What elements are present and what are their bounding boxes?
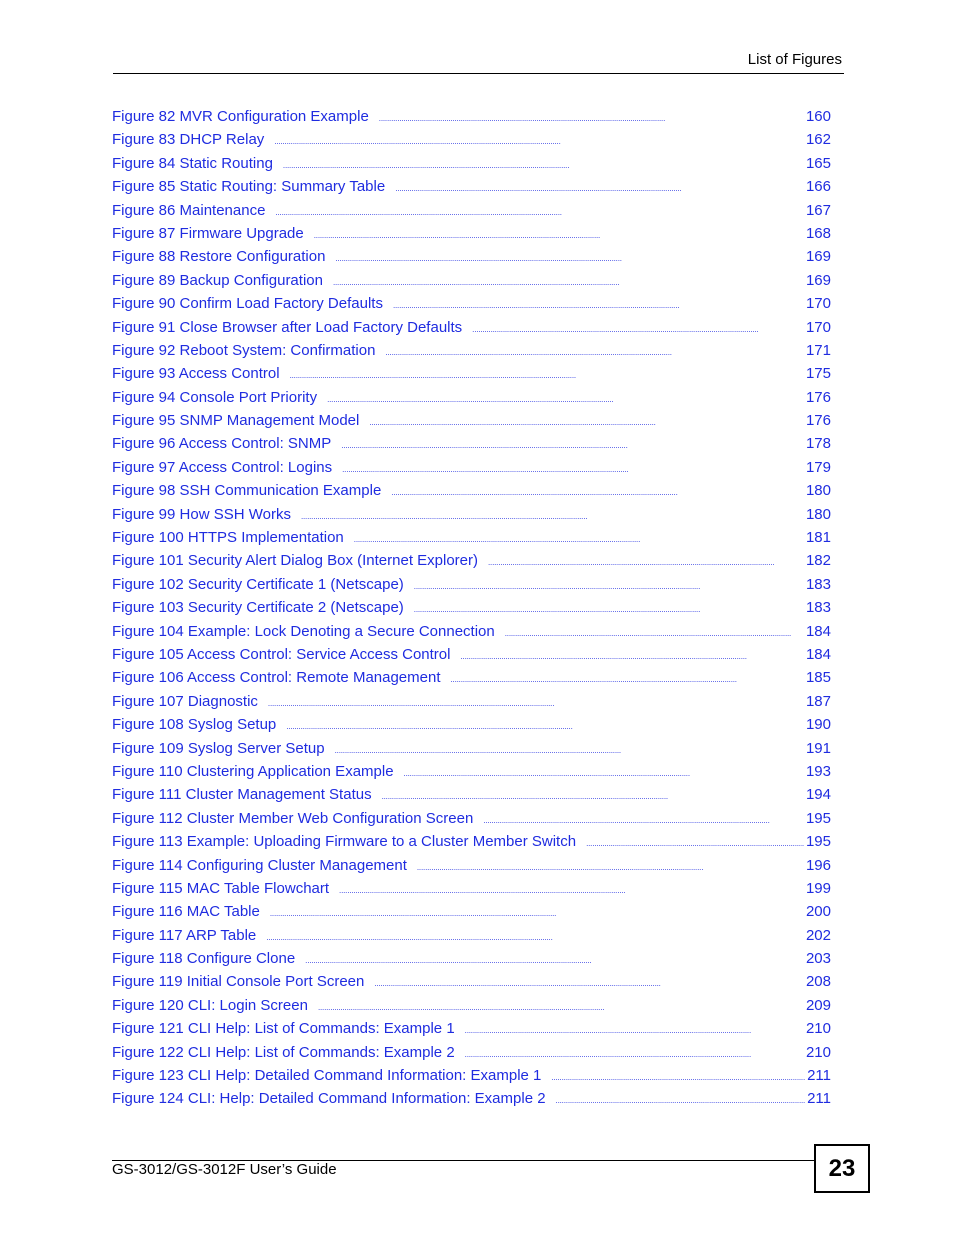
- toc-entry-page: 200: [805, 903, 831, 921]
- toc-entry-page: 182: [805, 552, 831, 570]
- toc-entry[interactable]: [112, 783, 831, 806]
- toc-entry-leader: [335, 737, 804, 762]
- toc-entry-leader: [395, 175, 804, 200]
- toc-entry-page: 181: [805, 529, 831, 547]
- toc-entry-page: 199: [805, 879, 831, 897]
- toc-entry-page: 180: [805, 482, 831, 500]
- toc-entry-page: 176: [805, 388, 831, 406]
- toc-entry-page: 193: [805, 762, 831, 780]
- toc-entry-page: 175: [805, 365, 831, 383]
- toc-entry[interactable]: [112, 549, 831, 572]
- toc-entry-page: 210: [805, 1043, 831, 1061]
- toc-entry-label: Figure 124 CLI: Help: Detailed Command Information: Example 2: [112, 1090, 546, 1108]
- toc-entry-page: 169: [805, 271, 831, 289]
- toc-entry-label: Figure 92 Reboot System: Confirmation: [112, 341, 376, 359]
- toc-entry-leader: [472, 316, 804, 341]
- toc-entry-leader: [275, 199, 804, 224]
- toc-entry-label: Figure 97 Access Control: Logins: [112, 458, 333, 476]
- toc-entry-label: Figure 88 Restore Configuration: [112, 248, 326, 266]
- toc-entry-label: Figure 93 Access Control: [112, 365, 280, 383]
- toc-entry-label: Figure 100 HTTPS Implementation: [112, 529, 344, 547]
- toc-entry-leader: [354, 526, 804, 551]
- toc-entry[interactable]: [112, 1017, 831, 1040]
- toc-entry-leader: [339, 877, 804, 902]
- toc-entry-leader: [266, 924, 804, 949]
- toc-entry[interactable]: [112, 854, 831, 877]
- toc-entry-label: Figure 84 Static Routing: [112, 154, 273, 172]
- toc-entry[interactable]: [112, 456, 831, 479]
- toc-entry-label: Figure 122 CLI Help: List of Commands: Example 2: [112, 1043, 455, 1061]
- toc-entry-page: 167: [805, 201, 831, 219]
- toc-entry-page: 208: [805, 973, 831, 991]
- toc-entry-page: 183: [805, 575, 831, 593]
- toc-entry-page: 195: [805, 809, 831, 827]
- toc-entry-label: Figure 115 MAC Table Flowchart: [112, 879, 330, 897]
- toc-entry-leader: [314, 222, 804, 247]
- toc-entry[interactable]: [112, 105, 831, 128]
- toc-entry-leader: [414, 573, 804, 598]
- toc-entry-leader: [318, 994, 804, 1019]
- toc-entry[interactable]: [112, 409, 831, 432]
- toc-entry-leader: [505, 620, 804, 645]
- toc-entry-page: 184: [805, 622, 831, 640]
- toc-entry[interactable]: [112, 503, 831, 526]
- toc-entry[interactable]: [112, 970, 831, 993]
- toc-entry-leader: [551, 1064, 805, 1089]
- toc-entry[interactable]: [112, 807, 831, 830]
- toc-entry[interactable]: [112, 643, 831, 666]
- toc-entry[interactable]: [112, 175, 831, 198]
- toc-entry-page: 185: [805, 669, 831, 687]
- toc-entry-page: 191: [805, 739, 831, 757]
- toc-entry[interactable]: [112, 877, 831, 900]
- toc-entry[interactable]: [112, 994, 831, 1017]
- toc-entry-label: Figure 120 CLI: Login Screen: [112, 996, 308, 1014]
- toc-entry-page: 170: [805, 318, 831, 336]
- toc-entry-page: 178: [805, 435, 831, 453]
- toc-entry-leader: [393, 292, 804, 317]
- toc-entry-label: Figure 99 How SSH Works: [112, 505, 291, 523]
- toc-entry-page: 168: [805, 224, 831, 242]
- toc-entry-leader: [379, 105, 804, 130]
- toc-entry-leader: [404, 760, 804, 785]
- toc-entry-leader: [301, 503, 804, 528]
- toc-entry-label: Figure 89 Backup Configuration: [112, 271, 323, 289]
- toc-entry[interactable]: [112, 1041, 831, 1064]
- toc-entry-label: Figure 82 MVR Configuration Example: [112, 108, 369, 125]
- toc-entry-label: Figure 116 MAC Table: [112, 903, 260, 921]
- toc-entry[interactable]: [112, 713, 831, 736]
- toc-entry-leader: [465, 1017, 804, 1042]
- toc-entry[interactable]: [112, 316, 831, 339]
- page-number: 23: [814, 1144, 870, 1193]
- toc-entry[interactable]: [112, 760, 831, 783]
- toc-entry[interactable]: [112, 1064, 831, 1087]
- toc-entry-leader: [305, 947, 804, 972]
- toc-entry-leader: [483, 807, 804, 832]
- toc-entry[interactable]: [112, 1087, 831, 1110]
- toc-entry-leader: [465, 1041, 804, 1066]
- toc-entry-leader: [414, 596, 804, 621]
- toc-entry[interactable]: [112, 128, 831, 151]
- footer-guide-title: GS-3012/GS-3012F User’s Guide: [112, 1161, 337, 1178]
- toc-entry-page: 170: [805, 295, 831, 313]
- toc-entry[interactable]: [112, 152, 831, 175]
- toc-entry-leader: [417, 854, 804, 879]
- toc-entry-leader: [333, 269, 804, 294]
- toc-entry-label: Figure 123 CLI Help: Detailed Command Information: Example 1: [112, 1067, 542, 1085]
- toc-entry-label: Figure 121 CLI Help: List of Commands: Example 1: [112, 1020, 455, 1038]
- toc-entry[interactable]: [112, 339, 831, 362]
- toc-entry-leader: [586, 830, 804, 855]
- toc-entry-label: Figure 119 Initial Console Port Screen: [112, 973, 365, 991]
- toc-entry-leader: [391, 479, 804, 504]
- toc-entry-label: Figure 96 Access Control: SNMP: [112, 435, 332, 453]
- toc-entry-page: 202: [805, 926, 831, 944]
- toc-entry-leader: [451, 666, 804, 691]
- toc-entry-label: Figure 91 Close Browser after Load Factory Defaults: [112, 318, 463, 336]
- toc-entry-leader: [268, 690, 804, 715]
- list-of-figures: [112, 105, 831, 1111]
- toc-entry-label: Figure 90 Confirm Load Factory Defaults: [112, 295, 383, 313]
- toc-entry-page: 180: [805, 505, 831, 523]
- toc-entry[interactable]: [112, 830, 831, 853]
- toc-entry-label: Figure 102 Security Certificate 1 (Netscape): [112, 575, 404, 593]
- toc-entry[interactable]: [112, 737, 831, 760]
- toc-entry-page: 194: [805, 786, 831, 804]
- toc-entry-label: Figure 104 Example: Lock Denoting a Secure Connection: [112, 622, 495, 640]
- toc-entry-page: 176: [805, 412, 831, 430]
- toc-entry-page: 169: [805, 248, 831, 266]
- toc-entry-leader: [374, 970, 804, 995]
- toc-entry-page: 184: [805, 645, 831, 663]
- toc-entry-page: 210: [805, 1020, 831, 1038]
- toc-entry-label: Figure 95 SNMP Management Model: [112, 412, 360, 430]
- toc-entry[interactable]: [112, 526, 831, 549]
- toc-entry-leader: [283, 152, 804, 177]
- header-title: List of Figures: [747, 51, 842, 68]
- toc-entry[interactable]: [112, 432, 831, 455]
- toc-entry[interactable]: [112, 690, 831, 713]
- toc-entry[interactable]: [112, 596, 831, 619]
- toc-entry[interactable]: [112, 199, 831, 222]
- toc-entry-label: Figure 86 Maintenance: [112, 201, 266, 219]
- toc-entry-page: 183: [805, 599, 831, 617]
- toc-entry-leader: [327, 386, 804, 411]
- toc-entry-label: Figure 98 SSH Communication Example: [112, 482, 382, 500]
- toc-entry-label: Figure 103 Security Certificate 2 (Netscape): [112, 599, 404, 617]
- toc-entry-label: Figure 113 Example: Uploading Firmware to a Cluster Member Switch: [112, 833, 577, 851]
- toc-entry-label: Figure 83 DHCP Relay: [112, 131, 265, 149]
- toc-entry-label: Figure 114 Configuring Cluster Management: [112, 856, 407, 874]
- toc-entry-label: Figure 94 Console Port Priority: [112, 388, 318, 406]
- toc-entry[interactable]: [112, 222, 831, 245]
- toc-entry-leader: [290, 362, 804, 387]
- toc-entry-page: 209: [805, 996, 831, 1014]
- toc-entry-leader: [369, 409, 804, 434]
- toc-entry[interactable]: [112, 386, 831, 409]
- toc-entry[interactable]: [112, 666, 831, 689]
- toc-entry-label: Figure 110 Clustering Application Example: [112, 762, 394, 780]
- toc-entry-leader: [342, 456, 804, 481]
- toc-entry-page: 211: [807, 1067, 831, 1085]
- toc-entry-label: Figure 101 Security Alert Dialog Box (Internet Explorer): [112, 552, 478, 570]
- toc-entry[interactable]: [112, 362, 831, 385]
- toc-entry-page: 166: [805, 178, 831, 196]
- toc-entry-page: 190: [805, 716, 831, 734]
- toc-entry-page: 195: [805, 833, 831, 851]
- toc-entry-label: Figure 112 Cluster Member Web Configuration Screen: [112, 809, 474, 827]
- toc-entry-page: 162: [805, 131, 831, 149]
- toc-entry-label: Figure 105 Access Control: Service Access Control: [112, 645, 451, 663]
- toc-entry-page: 211: [807, 1090, 831, 1108]
- toc-entry-label: Figure 87 Firmware Upgrade: [112, 224, 304, 242]
- toc-entry-leader: [460, 643, 803, 668]
- toc-entry-label: Figure 108 Syslog Setup: [112, 716, 277, 734]
- toc-entry-leader: [556, 1087, 806, 1112]
- toc-entry[interactable]: [112, 269, 831, 292]
- toc-entry-leader: [488, 549, 804, 574]
- toc-entry-leader: [382, 783, 804, 808]
- toc-entry[interactable]: [112, 292, 831, 315]
- toc-entry-leader: [270, 900, 804, 925]
- toc-entry[interactable]: [112, 620, 831, 643]
- toc-entry-label: Figure 107 Diagnostic: [112, 692, 258, 710]
- toc-entry-label: Figure 111 Cluster Management Status: [112, 786, 372, 804]
- toc-entry[interactable]: [112, 947, 831, 970]
- toc-entry-leader: [274, 128, 804, 153]
- toc-entry[interactable]: [112, 479, 831, 502]
- toc-entry-leader: [385, 339, 804, 364]
- toc-entry-label: Figure 85 Static Routing: Summary Table: [112, 178, 386, 196]
- toc-entry-label: Figure 109 Syslog Server Setup: [112, 739, 325, 757]
- toc-entry-label: Figure 117 ARP Table: [112, 926, 257, 944]
- toc-entry[interactable]: [112, 573, 831, 596]
- toc-entry-page: 196: [805, 856, 831, 874]
- toc-entry-page: 171: [805, 341, 831, 359]
- toc-entry-label: Figure 106 Access Control: Remote Management: [112, 669, 441, 687]
- toc-entry-page: 165: [805, 154, 831, 172]
- toc-entry-page: 203: [805, 950, 831, 968]
- toc-entry[interactable]: [112, 924, 831, 947]
- toc-entry-leader: [341, 432, 804, 457]
- toc-entry[interactable]: [112, 245, 831, 268]
- toc-entry-page: 179: [805, 458, 831, 476]
- toc-entry-page: 160: [805, 108, 831, 125]
- toc-entry-page: 187: [805, 692, 831, 710]
- header-divider: [113, 73, 844, 74]
- toc-entry-leader: [335, 245, 804, 270]
- toc-entry-label: Figure 118 Configure Clone: [112, 950, 296, 968]
- toc-entry-leader: [286, 713, 804, 738]
- toc-entry[interactable]: [112, 900, 831, 923]
